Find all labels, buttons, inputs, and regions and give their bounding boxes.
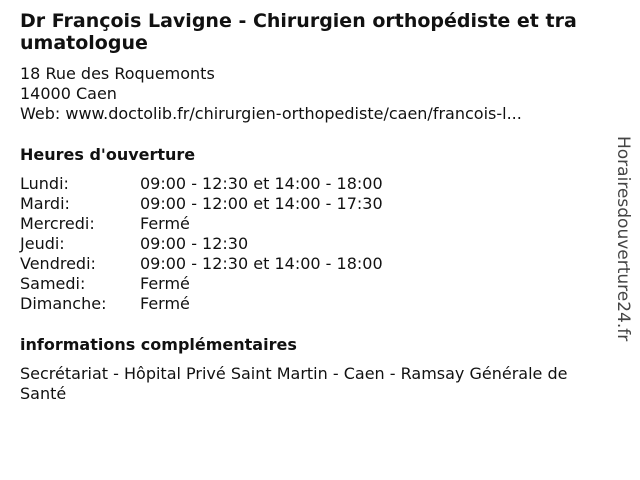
- site-watermark: [612, 136, 634, 344]
- day-hours: 09:00 - 12:00 et 14:00 - 17:30: [140, 194, 383, 213]
- day-label: Lundi:: [20, 174, 69, 193]
- website-link[interactable]: Web: www.doctolib.fr/chirurgien-orthopediste/caen/francois-l...: [20, 104, 522, 123]
- address-block: [20, 64, 522, 124]
- city-postal-code: 14000 Caen: [20, 84, 117, 103]
- day-hours: Fermé: [140, 294, 190, 313]
- page-title-line-2: umatologue: [20, 32, 148, 54]
- additional-info-heading: informations complémentaires: [20, 335, 297, 354]
- day-label: Mercredi:: [20, 214, 95, 233]
- day-label: Samedi:: [20, 274, 86, 293]
- hours-row-thursday: [20, 234, 383, 254]
- hours-row-sunday: [20, 294, 383, 314]
- hours-row-wednesday: [20, 214, 383, 234]
- day-hours: 09:00 - 12:30 et 14:00 - 18:00: [140, 254, 383, 273]
- opening-hours-heading: Heures d'ouverture: [20, 145, 196, 164]
- additional-info-text: [20, 364, 625, 404]
- day-hours: 09:00 - 12:30: [140, 234, 249, 253]
- opening-hours-list: [20, 174, 383, 314]
- street-address: 18 Rue des Roquemonts: [20, 64, 215, 83]
- page-title: [20, 10, 620, 54]
- hours-row-monday: [20, 174, 383, 194]
- day-hours: Fermé: [140, 274, 190, 293]
- hours-row-tuesday: [20, 194, 383, 214]
- additional-info-line-2: Santé: [20, 384, 67, 403]
- day-label: Dimanche:: [20, 294, 107, 313]
- hours-row-friday: [20, 254, 383, 274]
- day-label: Mardi:: [20, 194, 70, 213]
- page-title-line-1: Dr François Lavigne - Chirurgien orthopédiste et tra: [20, 10, 577, 32]
- watermark-text: Horairesdouverture24.fr: [613, 136, 633, 342]
- day-hours: 09:00 - 12:30 et 14:00 - 18:00: [140, 174, 383, 193]
- hours-row-saturday: [20, 274, 383, 294]
- day-label: Jeudi:: [20, 234, 65, 253]
- additional-info-line-1: Secrétariat - Hôpital Privé Saint Martin - Caen - Ramsay Générale de: [20, 364, 568, 383]
- day-hours: Fermé: [140, 214, 190, 233]
- day-label: Vendredi:: [20, 254, 96, 273]
